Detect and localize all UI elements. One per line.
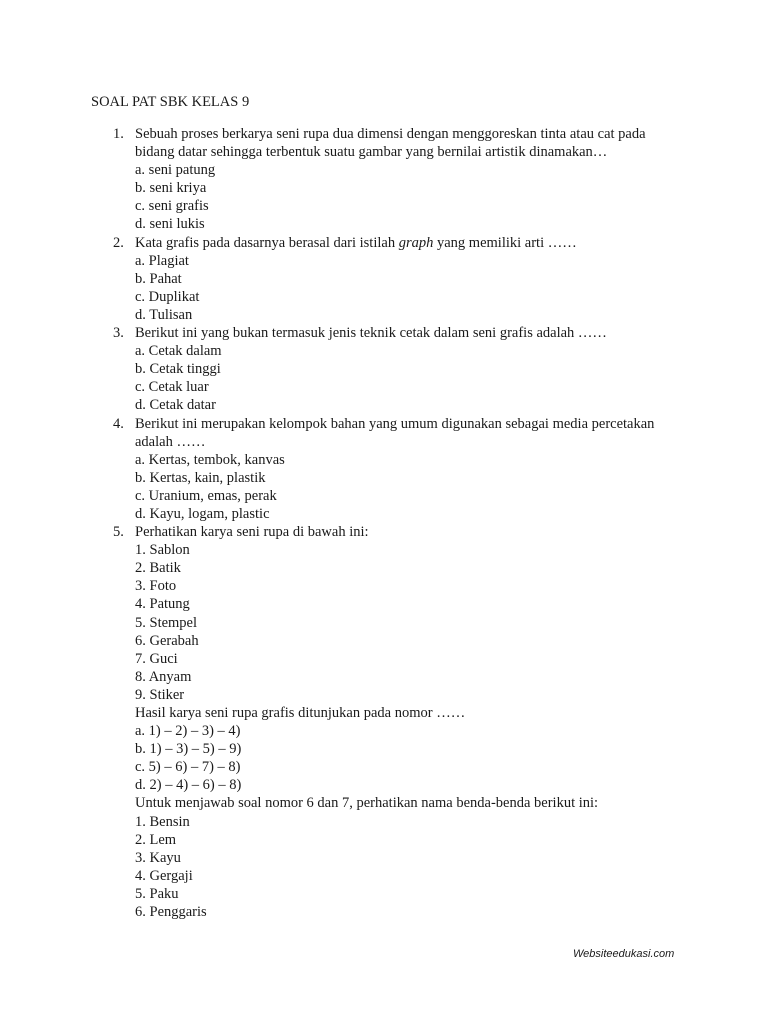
option-c: c. Cetak luar (135, 379, 209, 396)
document-title: SOAL PAT SBK KELAS 9 (91, 94, 250, 110)
list-item: 6. Penggaris (135, 904, 207, 921)
option-c: c. Uranium, emas, perak (135, 487, 277, 504)
list-item: 9. Stiker (135, 686, 185, 703)
question-number: 1. (113, 126, 124, 142)
option-d: d. Tulisan (135, 306, 193, 323)
question-text: Berikut ini yang bukan termasuk jenis teknik cetak dalam seni grafis adalah …… (135, 325, 607, 342)
option-d: d. Kayu, logam, plastic (135, 505, 270, 522)
list-item: 2. Lem (135, 831, 177, 848)
question-text-part: Kata grafis pada dasarnya berasal dari istilah (135, 234, 399, 251)
list-item: 4. Gergaji (135, 867, 193, 884)
list-item: 6. Gerabah (135, 632, 199, 649)
question-2 (0, 234, 680, 324)
question-text: Perhatikan karya seni rupa di bawah ini: (135, 524, 369, 541)
option-d: d. seni lukis (135, 216, 205, 233)
list-item: 1. Sablon (135, 542, 190, 559)
list-item: 5. Stempel (135, 614, 198, 631)
question-prompt: Hasil karya seni rupa grafis ditunjukan pada nomor …… (135, 705, 466, 721)
list-item: 2. Batik (135, 560, 181, 577)
question-number: 3. (113, 325, 124, 342)
option-c: c. Duplikat (135, 288, 200, 305)
option-c: c. 5) – 6) – 7) – 8) (135, 759, 241, 776)
instruction-text: Untuk menjawab soal nomor 6 dan 7, perhatikan nama benda-benda berikut ini: (135, 795, 599, 812)
list-item: 5. Paku (135, 885, 179, 902)
italic-term: graph (398, 234, 434, 251)
question-number: 2. (113, 234, 124, 251)
list-item: 1. Bensin (135, 813, 190, 830)
question-list (0, 125, 768, 921)
website-footer: Websiteedukasi.com (573, 948, 675, 960)
option-d: d. 2) – 4) – 6) – 8) (135, 777, 242, 794)
question-1 (0, 125, 680, 234)
option-a: a. Cetak dalam (135, 343, 222, 360)
option-a: a. Kertas, tembok, kanvas (135, 451, 285, 468)
option-b: b. Cetak tinggi (135, 361, 221, 378)
question-5 (0, 523, 680, 921)
question-text: Sebuah proses berkarya seni rupa dua dimensi dengan menggoreskan tinta atau cat pada bidang datar sehingga terbentuk suatu gambar yang bernilai artistik dinamakan… (135, 126, 646, 161)
list-item: 3. Kayu (135, 849, 181, 866)
option-a: a. 1) – 2) – 3) – 4) (135, 723, 241, 740)
question-number: 4. (113, 415, 124, 432)
question-text (135, 234, 680, 252)
option-b: b. Pahat (135, 270, 182, 287)
list-item: 7. Guci (135, 650, 178, 667)
option-a: a. Plagiat (135, 252, 189, 269)
question-3 (0, 324, 680, 414)
option-b: b. seni kriya (135, 180, 207, 197)
list-item: 4. Patung (135, 596, 190, 613)
question-text: Berikut ini merupakan kelompok bahan yang umum digunakan sebagai media percetakan adalah …… (135, 415, 655, 450)
list-item: 8. Anyam (135, 668, 192, 685)
question-number: 5. (113, 524, 124, 541)
list-item: 3. Foto (135, 578, 177, 595)
question-text-part: yang memiliki arti …… (433, 234, 577, 251)
option-a: a. seni patung (135, 162, 216, 179)
question-4 (0, 415, 680, 524)
option-d: d. Cetak datar (135, 397, 216, 414)
option-c: c. seni grafis (135, 198, 209, 215)
option-b: b. 1) – 3) – 5) – 9) (135, 741, 242, 758)
option-b: b. Kertas, kain, plastik (135, 469, 266, 486)
